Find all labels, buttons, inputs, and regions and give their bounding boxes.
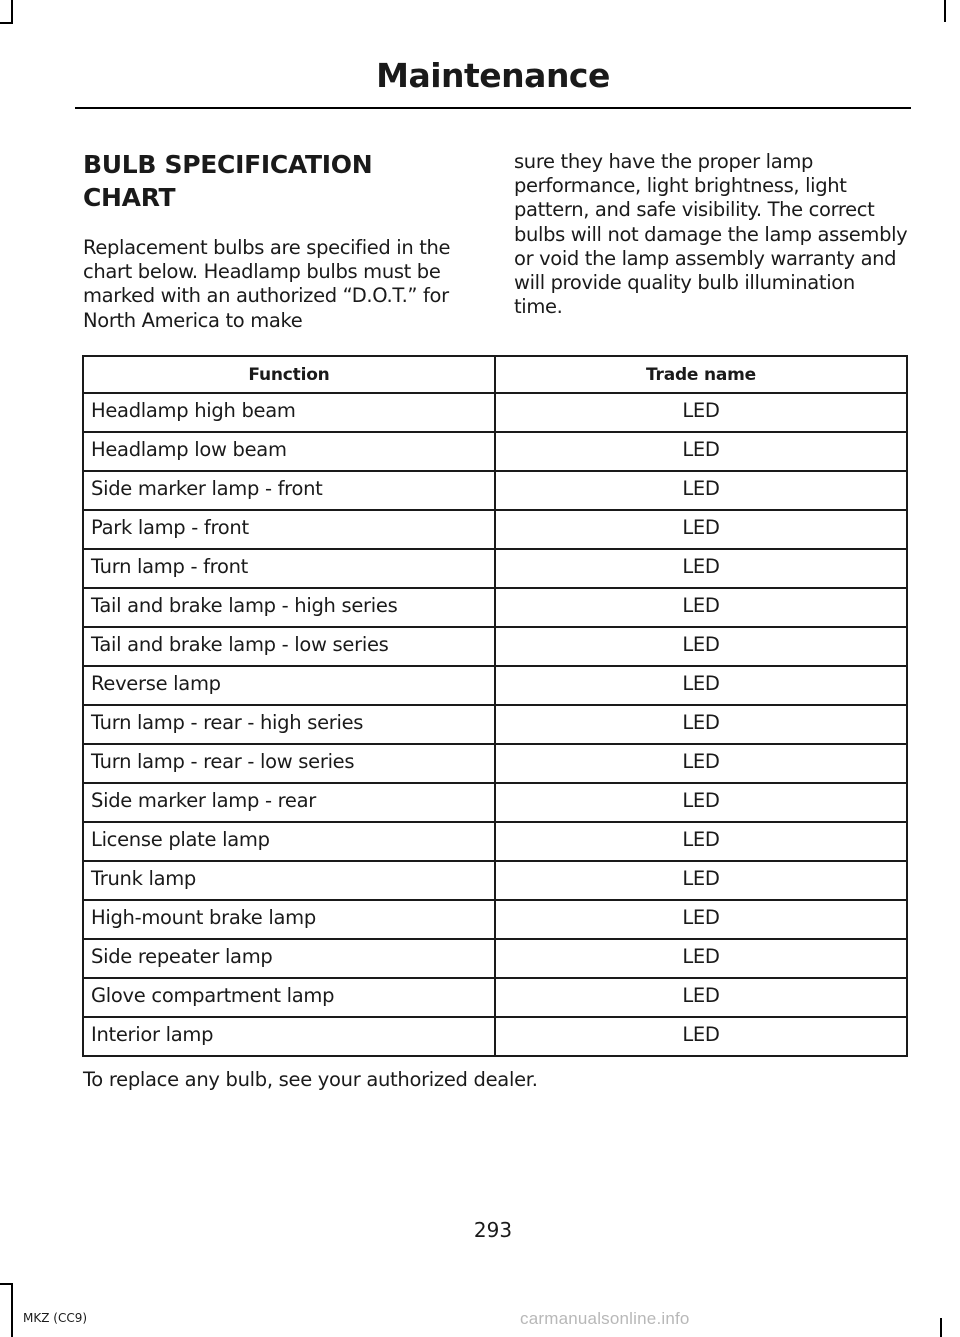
function-cell: High-mount brake lamp	[83, 900, 495, 939]
table-row	[83, 978, 907, 1017]
column-header-trade-name: Trade name	[495, 356, 907, 393]
section-title	[83, 148, 473, 214]
table-row	[83, 471, 907, 510]
function-cell: Glove compartment lamp	[83, 978, 495, 1017]
table-row	[83, 666, 907, 705]
table-row	[83, 783, 907, 822]
trade-name-cell: LED	[495, 471, 907, 510]
trade-name-cell: LED	[495, 978, 907, 1017]
table-row	[83, 900, 907, 939]
replacement-note: To replace any bulb, see your authorized dealer.	[83, 1068, 538, 1091]
table-row	[83, 549, 907, 588]
crop-mark-top-left-h	[0, 22, 13, 24]
trade-name-cell: LED	[495, 744, 907, 783]
table-row	[83, 939, 907, 978]
crop-mark-top-left-v	[11, 0, 13, 22]
table-row	[83, 627, 907, 666]
trade-name-cell: LED	[495, 705, 907, 744]
trade-name-cell: LED	[495, 432, 907, 471]
function-cell: Side repeater lamp	[83, 939, 495, 978]
function-cell: Tail and brake lamp - low series	[83, 627, 495, 666]
crop-mark-bottom-left-h	[0, 1283, 13, 1285]
function-cell: Reverse lamp	[83, 666, 495, 705]
function-cell: Interior lamp	[83, 1017, 495, 1056]
trade-name-cell: LED	[495, 510, 907, 549]
trade-name-cell: LED	[495, 939, 907, 978]
table-row	[83, 744, 907, 783]
page-header-title: Maintenance	[376, 56, 610, 95]
trade-name-cell: LED	[495, 393, 907, 432]
trade-name-cell: LED	[495, 783, 907, 822]
function-cell: Side marker lamp - rear	[83, 783, 495, 822]
table-row	[83, 705, 907, 744]
trade-name-cell: LED	[495, 666, 907, 705]
watermark-link[interactable]: carmanualsonline.info	[520, 1309, 690, 1328]
intro-left-column	[83, 148, 473, 333]
intro-right-column	[514, 150, 909, 319]
header-rule	[75, 107, 911, 109]
column-header-function: Function	[83, 356, 495, 393]
table-row	[83, 393, 907, 432]
function-cell: Headlamp high beam	[83, 393, 495, 432]
function-cell: Park lamp - front	[83, 510, 495, 549]
intro-paragraph-right: sure they have the proper lamp performance, light brightness, light pattern, and safe visibility. The correct bulbs will not damage the lamp assembly or void the lamp assembly warranty and will provide quality bulb illumination time.	[514, 150, 908, 319]
trade-name-cell: LED	[495, 822, 907, 861]
table-row	[83, 1017, 907, 1056]
table-row	[83, 432, 907, 471]
function-cell: License plate lamp	[83, 822, 495, 861]
footer-model-code: MKZ (CC9)	[23, 1311, 88, 1325]
section-title-line2: CHART	[83, 183, 176, 212]
crop-mark-bottom-left-v	[11, 1283, 13, 1337]
trade-name-cell: LED	[495, 588, 907, 627]
table-header-row	[83, 356, 907, 393]
function-cell: Side marker lamp - front	[83, 471, 495, 510]
trade-name-cell: LED	[495, 1017, 907, 1056]
trade-name-cell: LED	[495, 549, 907, 588]
function-cell: Tail and brake lamp - high series	[83, 588, 495, 627]
table-row	[83, 510, 907, 549]
crop-mark-bottom-right-v	[940, 1318, 942, 1337]
page-number: 293	[473, 1218, 513, 1242]
crop-mark-top-right-v	[944, 0, 946, 22]
table-row	[83, 822, 907, 861]
function-cell: Turn lamp - front	[83, 549, 495, 588]
function-cell: Headlamp low beam	[83, 432, 495, 471]
table-row	[83, 861, 907, 900]
trade-name-cell: LED	[495, 900, 907, 939]
bulb-specification-table	[82, 355, 908, 1057]
section-title-line1: BULB SPECIFICATION	[83, 150, 373, 179]
intro-paragraph-left: Replacement bulbs are specified in the chart below. Headlamp bulbs must be marked with an authorized “D.O.T.” for North America to make	[83, 236, 451, 332]
function-cell: Turn lamp - rear - low series	[83, 744, 495, 783]
trade-name-cell: LED	[495, 627, 907, 666]
function-cell: Turn lamp - rear - high series	[83, 705, 495, 744]
trade-name-cell: LED	[495, 861, 907, 900]
table-row	[83, 588, 907, 627]
function-cell: Trunk lamp	[83, 861, 495, 900]
